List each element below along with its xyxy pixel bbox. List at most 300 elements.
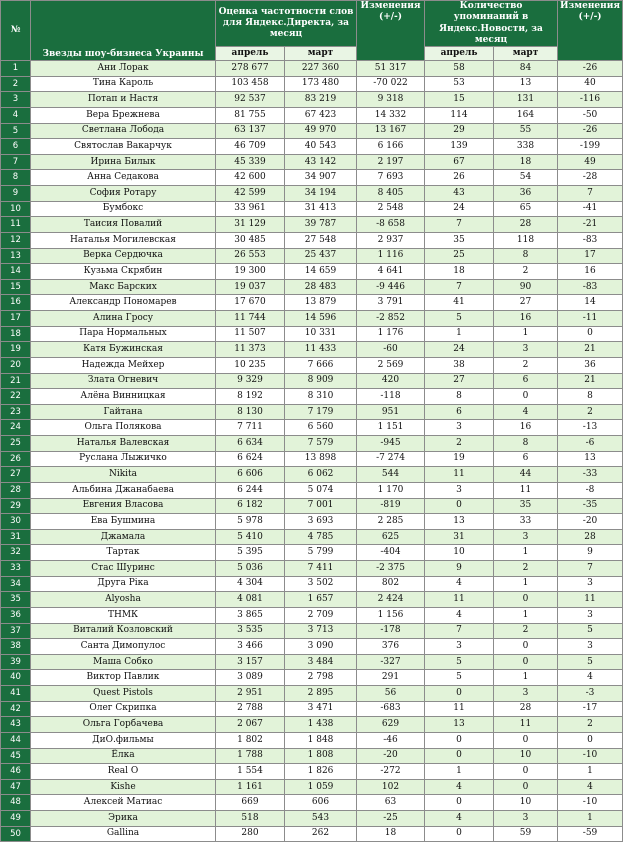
header-news-march: март [494, 47, 558, 61]
table-row [1, 92, 623, 108]
frequency-change: -819 [357, 498, 425, 514]
row-number: 41 [1, 686, 31, 702]
star-name: Виктор Павлик [31, 670, 216, 686]
table-row [1, 654, 623, 670]
frequency-march: 606 [285, 795, 357, 811]
news-march: 33 [494, 514, 558, 530]
star-name: Наталья Могилевская [31, 232, 216, 248]
table-row [1, 404, 623, 420]
star-name: Тартак [31, 545, 216, 561]
frequency-april: 45 339 [216, 154, 285, 170]
star-name: Пара Нормальных [31, 326, 216, 342]
star-name: Ева Бушмина [31, 514, 216, 530]
row-number: 25 [1, 436, 31, 452]
news-april: 0 [425, 732, 494, 748]
news-march: 3 [494, 686, 558, 702]
row-number: 36 [1, 607, 31, 623]
news-april: 11 [425, 467, 494, 483]
table-row [1, 436, 623, 452]
news-change: -10 [558, 748, 623, 764]
news-march: 3 [494, 529, 558, 545]
news-march: 1 [494, 545, 558, 561]
frequency-change: 625 [357, 529, 425, 545]
news-march: 1 [494, 576, 558, 592]
star-name: Бумбокс [31, 201, 216, 217]
frequency-change: 2 197 [357, 154, 425, 170]
frequency-march: 173 480 [285, 76, 357, 92]
frequency-march: 1 848 [285, 732, 357, 748]
star-name: Друга Ріка [31, 576, 216, 592]
news-march: 10 [494, 795, 558, 811]
frequency-march: 8 310 [285, 389, 357, 405]
frequency-march: 14 659 [285, 264, 357, 280]
news-march: 2 [494, 357, 558, 373]
news-april: 4 [425, 607, 494, 623]
table-body [1, 61, 623, 842]
news-change: -10 [558, 795, 623, 811]
frequency-march: 3 484 [285, 654, 357, 670]
news-april: 19 [425, 451, 494, 467]
news-april: 24 [425, 201, 494, 217]
news-april: 1 [425, 326, 494, 342]
frequency-march: 1 438 [285, 717, 357, 733]
frequency-march: 2 709 [285, 607, 357, 623]
table-row [1, 670, 623, 686]
frequency-march: 5 074 [285, 482, 357, 498]
news-march: 118 [494, 232, 558, 248]
row-number: 2 [1, 76, 31, 92]
news-march: 11 [494, 482, 558, 498]
frequency-march: 543 [285, 811, 357, 827]
row-number: 21 [1, 373, 31, 389]
star-name: Kishe [31, 779, 216, 795]
frequency-change: -2 375 [357, 561, 425, 577]
row-number: 29 [1, 498, 31, 514]
row-number: 48 [1, 795, 31, 811]
frequency-change: -2 852 [357, 311, 425, 327]
row-number: 46 [1, 764, 31, 780]
table-row [1, 748, 623, 764]
star-name: Потап и Настя [31, 92, 216, 108]
news-april: 13 [425, 514, 494, 530]
news-change: 17 [558, 248, 623, 264]
star-name: Джамала [31, 529, 216, 545]
news-change: 5 [558, 623, 623, 639]
row-number: 34 [1, 576, 31, 592]
news-april: 4 [425, 576, 494, 592]
frequency-march: 3 090 [285, 639, 357, 655]
frequency-april: 10 235 [216, 357, 285, 373]
news-march: 8 [494, 248, 558, 264]
frequency-change: 1 116 [357, 248, 425, 264]
frequency-change: 1 151 [357, 420, 425, 436]
frequency-april: 3 157 [216, 654, 285, 670]
row-number: 30 [1, 514, 31, 530]
star-name: Алина Гросу [31, 311, 216, 327]
frequency-change: -70 022 [357, 76, 425, 92]
news-april: 7 [425, 217, 494, 233]
frequency-march: 13 879 [285, 295, 357, 311]
frequency-april: 92 537 [216, 92, 285, 108]
frequency-april: 7 711 [216, 420, 285, 436]
star-name: Таисия Повалий [31, 217, 216, 233]
star-name: ДиО.фильмы [31, 732, 216, 748]
table-row [1, 811, 623, 827]
news-april: 0 [425, 826, 494, 842]
frequency-change: 629 [357, 717, 425, 733]
frequency-change: 2 424 [357, 592, 425, 608]
news-march: 2 [494, 264, 558, 280]
news-march: 54 [494, 170, 558, 186]
frequency-change: -327 [357, 654, 425, 670]
news-april: 67 [425, 154, 494, 170]
frequency-april: 6 606 [216, 467, 285, 483]
star-name: Наталья Валевская [31, 436, 216, 452]
header-news-april: апрель [425, 47, 494, 61]
frequency-april: 2 951 [216, 686, 285, 702]
frequency-april: 1 554 [216, 764, 285, 780]
news-change: 5 [558, 654, 623, 670]
star-name: Святослав Вакарчук [31, 139, 216, 155]
table-row [1, 732, 623, 748]
news-change: -26 [558, 61, 623, 77]
news-change: -50 [558, 107, 623, 123]
news-change: 9 [558, 545, 623, 561]
frequency-april: 103 458 [216, 76, 285, 92]
news-march: 55 [494, 123, 558, 139]
news-march: 338 [494, 139, 558, 155]
news-change: -59 [558, 826, 623, 842]
news-april: 8 [425, 389, 494, 405]
star-name: Олег Скрипка [31, 701, 216, 717]
row-number: 7 [1, 154, 31, 170]
news-change: 14 [558, 295, 623, 311]
star-name: Quest Pistols [31, 686, 216, 702]
row-number: 23 [1, 404, 31, 420]
frequency-april: 63 137 [216, 123, 285, 139]
news-change: 40 [558, 76, 623, 92]
star-name: Гайтана [31, 404, 216, 420]
table-row [1, 61, 623, 77]
row-number: 22 [1, 389, 31, 405]
news-change: -33 [558, 467, 623, 483]
frequency-march: 34 194 [285, 186, 357, 202]
star-name: Верка Сердючка [31, 248, 216, 264]
news-change: 7 [558, 186, 623, 202]
news-april: 58 [425, 61, 494, 77]
news-march: 59 [494, 826, 558, 842]
table-row [1, 373, 623, 389]
frequency-april: 1 802 [216, 732, 285, 748]
news-april: 5 [425, 311, 494, 327]
frequency-march: 5 799 [285, 545, 357, 561]
frequency-march: 2 895 [285, 686, 357, 702]
news-change: -13 [558, 420, 623, 436]
frequency-change: 2 285 [357, 514, 425, 530]
news-april: 0 [425, 498, 494, 514]
frequency-change: 51 317 [357, 61, 425, 77]
row-number: 49 [1, 811, 31, 827]
news-march: 1 [494, 670, 558, 686]
frequency-march: 27 548 [285, 232, 357, 248]
table-row [1, 826, 623, 842]
frequency-april: 8 192 [216, 389, 285, 405]
frequency-april: 669 [216, 795, 285, 811]
row-number: 40 [1, 670, 31, 686]
frequency-march: 7 579 [285, 436, 357, 452]
frequency-change: -46 [357, 732, 425, 748]
star-name: Светлана Лобода [31, 123, 216, 139]
frequency-april: 31 129 [216, 217, 285, 233]
table-header [1, 1, 623, 61]
row-number: 13 [1, 248, 31, 264]
table-row [1, 389, 623, 405]
frequency-change: 420 [357, 373, 425, 389]
frequency-change: -272 [357, 764, 425, 780]
table-row [1, 639, 623, 655]
frequency-march: 40 543 [285, 139, 357, 155]
table-row [1, 482, 623, 498]
frequency-change: -7 274 [357, 451, 425, 467]
row-number: 44 [1, 732, 31, 748]
frequency-march: 3 693 [285, 514, 357, 530]
news-march: 1 [494, 607, 558, 623]
news-april: 31 [425, 529, 494, 545]
table-row [1, 201, 623, 217]
news-change: 36 [558, 357, 623, 373]
table-row [1, 420, 623, 436]
frequency-april: 1 161 [216, 779, 285, 795]
news-change: 0 [558, 732, 623, 748]
news-march: 0 [494, 654, 558, 670]
news-april: 26 [425, 170, 494, 186]
table-row [1, 779, 623, 795]
star-name: Алёна Винницкая [31, 389, 216, 405]
news-change: -6 [558, 436, 623, 452]
star-name: Ольга Полякова [31, 420, 216, 436]
table-row [1, 154, 623, 170]
frequency-march: 28 483 [285, 279, 357, 295]
frequency-march: 8 909 [285, 373, 357, 389]
star-name: Alyosha [31, 592, 216, 608]
news-change: 11 [558, 592, 623, 608]
frequency-march: 39 787 [285, 217, 357, 233]
news-march: 35 [494, 498, 558, 514]
frequency-march: 43 142 [285, 154, 357, 170]
star-name: Анна Седакова [31, 170, 216, 186]
frequency-change: 9 318 [357, 92, 425, 108]
news-march: 3 [494, 342, 558, 358]
news-change: -83 [558, 232, 623, 248]
frequency-march: 3 713 [285, 623, 357, 639]
news-march: 27 [494, 295, 558, 311]
frequency-april: 42 600 [216, 170, 285, 186]
row-number: 24 [1, 420, 31, 436]
frequency-change: -404 [357, 545, 425, 561]
row-number: 5 [1, 123, 31, 139]
row-number: 27 [1, 467, 31, 483]
table-row [1, 326, 623, 342]
frequency-change: 18 [357, 826, 425, 842]
frequency-change: 802 [357, 576, 425, 592]
row-number: 38 [1, 639, 31, 655]
row-number: 50 [1, 826, 31, 842]
row-number: 14 [1, 264, 31, 280]
table-row [1, 576, 623, 592]
frequency-april: 5 395 [216, 545, 285, 561]
news-april: 3 [425, 420, 494, 436]
frequency-april: 5 410 [216, 529, 285, 545]
news-march: 28 [494, 217, 558, 233]
frequency-march: 1 808 [285, 748, 357, 764]
frequency-march: 25 437 [285, 248, 357, 264]
table-row [1, 592, 623, 608]
news-march: 0 [494, 764, 558, 780]
frequency-march: 7 001 [285, 498, 357, 514]
frequency-april: 6 634 [216, 436, 285, 452]
frequency-april: 30 485 [216, 232, 285, 248]
star-name: Алексей Матиас [31, 795, 216, 811]
frequency-march: 4 785 [285, 529, 357, 545]
news-march: 65 [494, 201, 558, 217]
table-row [1, 717, 623, 733]
news-march: 28 [494, 701, 558, 717]
header-news-change: Изменения (+/-) [558, 1, 623, 61]
news-march: 131 [494, 92, 558, 108]
news-march: 6 [494, 451, 558, 467]
news-change: 8 [558, 389, 623, 405]
news-april: 3 [425, 482, 494, 498]
frequency-april: 518 [216, 811, 285, 827]
frequency-march: 13 898 [285, 451, 357, 467]
row-number: 32 [1, 545, 31, 561]
news-change: 13 [558, 451, 623, 467]
frequency-change: 951 [357, 404, 425, 420]
frequency-change: 376 [357, 639, 425, 655]
frequency-april: 42 599 [216, 186, 285, 202]
news-april: 43 [425, 186, 494, 202]
news-change: -11 [558, 311, 623, 327]
frequency-april: 33 961 [216, 201, 285, 217]
news-march: 2 [494, 561, 558, 577]
frequency-april: 5 978 [216, 514, 285, 530]
news-change: 2 [558, 404, 623, 420]
frequency-march: 34 907 [285, 170, 357, 186]
row-number: 3 [1, 92, 31, 108]
star-name: Эрика [31, 811, 216, 827]
table-row [1, 451, 623, 467]
star-name: Ани Лорак [31, 61, 216, 77]
frequency-april: 2 067 [216, 717, 285, 733]
frequency-april: 17 670 [216, 295, 285, 311]
news-april: 9 [425, 561, 494, 577]
frequency-change: 56 [357, 686, 425, 702]
table-row [1, 279, 623, 295]
frequency-change: -8 658 [357, 217, 425, 233]
news-april: 11 [425, 592, 494, 608]
frequency-change: 102 [357, 779, 425, 795]
frequency-march: 1 657 [285, 592, 357, 608]
star-name: Макс Барских [31, 279, 216, 295]
frequency-march: 67 423 [285, 107, 357, 123]
news-change: -35 [558, 498, 623, 514]
row-number: 37 [1, 623, 31, 639]
news-march: 2 [494, 623, 558, 639]
frequency-march: 10 331 [285, 326, 357, 342]
star-name: Евгения Власова [31, 498, 216, 514]
news-change: 49 [558, 154, 623, 170]
table-row [1, 357, 623, 373]
news-march: 10 [494, 748, 558, 764]
news-change: 1 [558, 764, 623, 780]
star-name: Виталий Козловский [31, 623, 216, 639]
row-number: 26 [1, 451, 31, 467]
frequency-march: 49 970 [285, 123, 357, 139]
frequency-march: 1 059 [285, 779, 357, 795]
news-april: 4 [425, 779, 494, 795]
news-april: 0 [425, 795, 494, 811]
frequency-april: 19 300 [216, 264, 285, 280]
star-name: Маша Собко [31, 654, 216, 670]
row-number: 39 [1, 654, 31, 670]
news-march: 1 [494, 326, 558, 342]
frequency-change: 2 548 [357, 201, 425, 217]
frequency-march: 7 411 [285, 561, 357, 577]
news-april: 114 [425, 107, 494, 123]
news-change: 4 [558, 670, 623, 686]
frequency-april: 6 624 [216, 451, 285, 467]
news-april: 0 [425, 686, 494, 702]
frequency-change: -25 [357, 811, 425, 827]
news-april: 1 [425, 764, 494, 780]
frequency-march: 6 560 [285, 420, 357, 436]
frequency-change: -9 446 [357, 279, 425, 295]
news-change: -116 [558, 92, 623, 108]
row-number: 28 [1, 482, 31, 498]
star-name: Gallina [31, 826, 216, 842]
table-row [1, 764, 623, 780]
news-change: -8 [558, 482, 623, 498]
frequency-change: 63 [357, 795, 425, 811]
row-number: 6 [1, 139, 31, 155]
frequency-april: 26 553 [216, 248, 285, 264]
news-change: 21 [558, 373, 623, 389]
news-march: 0 [494, 592, 558, 608]
row-number: 47 [1, 779, 31, 795]
news-change: 3 [558, 576, 623, 592]
frequency-march: 2 798 [285, 670, 357, 686]
frequency-change: 544 [357, 467, 425, 483]
frequency-april: 11 507 [216, 326, 285, 342]
news-april: 27 [425, 373, 494, 389]
row-number: 1 [1, 61, 31, 77]
frequency-april: 81 755 [216, 107, 285, 123]
frequency-change: 7 693 [357, 170, 425, 186]
news-march: 11 [494, 717, 558, 733]
frequency-april: 11 744 [216, 311, 285, 327]
frequency-april: 11 373 [216, 342, 285, 358]
news-change: -20 [558, 514, 623, 530]
news-march: 16 [494, 311, 558, 327]
star-name: София Ротару [31, 186, 216, 202]
star-name: Надежда Мейхер [31, 357, 216, 373]
frequency-april: 278 677 [216, 61, 285, 77]
star-name: Тина Кароль [31, 76, 216, 92]
table-row [1, 514, 623, 530]
frequency-march: 14 596 [285, 311, 357, 327]
frequency-april: 5 036 [216, 561, 285, 577]
table-row [1, 76, 623, 92]
